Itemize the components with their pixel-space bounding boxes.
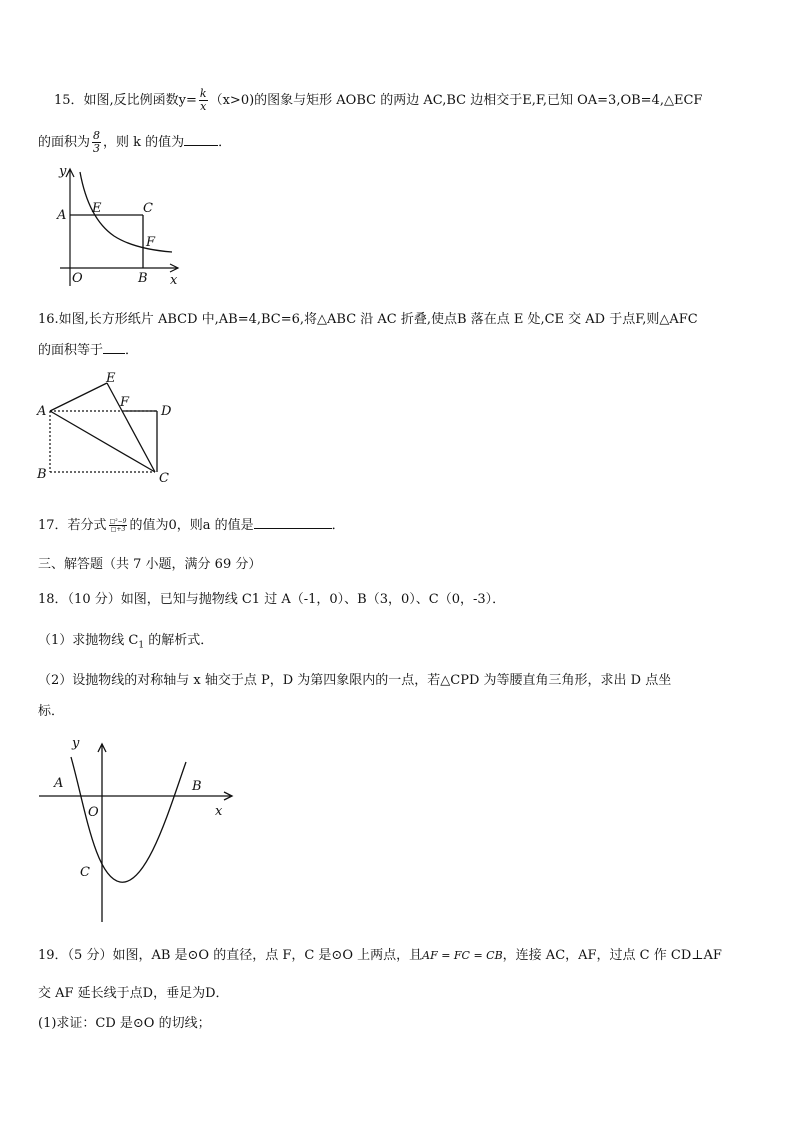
q16-figure	[34, 368, 184, 488]
q15-text-c: 的面积为	[38, 135, 91, 150]
q16-answer-blank	[103, 341, 125, 354]
q15-label-y: y	[59, 164, 67, 179]
section3-title: 三、解答题（共 7 小题，满分 69 分）	[38, 557, 262, 572]
q17-text-b: 的值为0，则a 的值是	[129, 518, 254, 533]
q16-label-D: D	[161, 404, 172, 419]
q15-area-den: 3	[93, 142, 101, 155]
q15-label-C: C	[143, 201, 153, 216]
q15-fraction-k-over-x	[199, 88, 208, 113]
q19-line2: 交 AF 延长线于点D，垂足为D．	[38, 986, 229, 1001]
q15-text-b: （x>0)的图象与矩形 AOBC 的两边 AC,BC 边相交于E,F,已知 OA=3,OB=4,△ECF	[209, 93, 703, 108]
q18-label-A: A	[54, 776, 64, 791]
q15-label-O: O	[72, 271, 83, 286]
q18-part1-b: 的解析式．	[144, 633, 214, 648]
q19-line1	[38, 947, 722, 965]
q16-line2	[38, 341, 138, 360]
q18-stem: 18．（10 分）如图，已知与抛物线 C1 过 A（-1，0）、B（3，0）、C（0，-3）．	[38, 592, 506, 607]
q18-part2-line1: （2）设抛物线的对称轴与 x 轴交于点 P，D 为第四象限内的一点，若△CPD 为等腰直角三角形，求出 D 点坐	[38, 673, 672, 688]
q19-line1-a: 19．（5 分）如图，AB 是⊙O 的直径，点 F，C 是⊙O 上两点，且	[38, 948, 423, 963]
q18-label-x: x	[215, 804, 223, 819]
q17-text-c: ．	[331, 518, 345, 533]
q15-area-fraction	[92, 130, 101, 155]
q18-figure	[35, 732, 240, 927]
q15-label-F: F	[146, 235, 156, 250]
q16-label-F: F	[120, 395, 130, 410]
q15-area-num: 8	[93, 129, 101, 142]
q16-label-B: B	[37, 467, 47, 482]
q15-text-e: ．	[218, 135, 232, 150]
q15-line2	[38, 130, 231, 155]
q15-text-d: ，则 k 的值为	[103, 135, 185, 150]
q19-line3: (1)求证：CD 是⊙O 的切线；	[38, 1016, 211, 1031]
q15-number: 15．	[54, 93, 84, 108]
q15-label-E: E	[92, 201, 102, 216]
q17-text-a: 17．若分式	[38, 518, 107, 533]
q16-label-A: A	[37, 404, 47, 419]
q18-label-O: O	[88, 805, 99, 820]
q19-line1-b: ，连接 AC，AF，过点 C 作 CD⊥AF	[502, 948, 722, 963]
q18-part1-a: （1）求抛物线 C	[38, 633, 139, 648]
q15-figure	[50, 160, 190, 295]
q17-fraction	[109, 518, 128, 533]
q17-line	[38, 516, 345, 535]
q17-frac-num: □²−9	[109, 518, 127, 525]
q16-label-E: E	[106, 371, 116, 386]
q16-segment-AE	[50, 383, 107, 411]
q17-answer-blank	[254, 516, 332, 529]
q19-arc-equality: AF = FC = CB	[422, 949, 503, 962]
q18-part1-sub: 1	[138, 640, 145, 651]
q15-answer-blank	[184, 133, 218, 146]
q15-frac-num: k	[199, 87, 207, 100]
q17-frac-den: □+3	[110, 526, 126, 533]
q15-line1	[54, 88, 702, 113]
q16-line2-b: ．	[125, 343, 139, 358]
q16-line2-a: 的面积等于	[38, 343, 104, 358]
q15-label-A: A	[57, 208, 67, 223]
q16-line1: 16.如图,长方形纸片 ABCD 中,AB=4,BC=6,将△ABC 沿 AC 折叠,使点B 落在点 E 处,CE 交 AD 于点F,则△AFC	[38, 312, 698, 327]
q16-label-C: C	[159, 471, 169, 486]
q15-frac-den: x	[200, 100, 207, 113]
q18-label-C: C	[80, 865, 90, 880]
q15-label-x: x	[170, 273, 178, 288]
q18-label-y: y	[72, 736, 80, 751]
q18-part2-line2: 标．	[38, 704, 65, 719]
q18-label-B: B	[192, 779, 202, 794]
q18-part1	[38, 632, 213, 655]
q15-text-a: 如图,反比例函数y=	[83, 93, 197, 108]
q15-label-B: B	[138, 271, 148, 286]
